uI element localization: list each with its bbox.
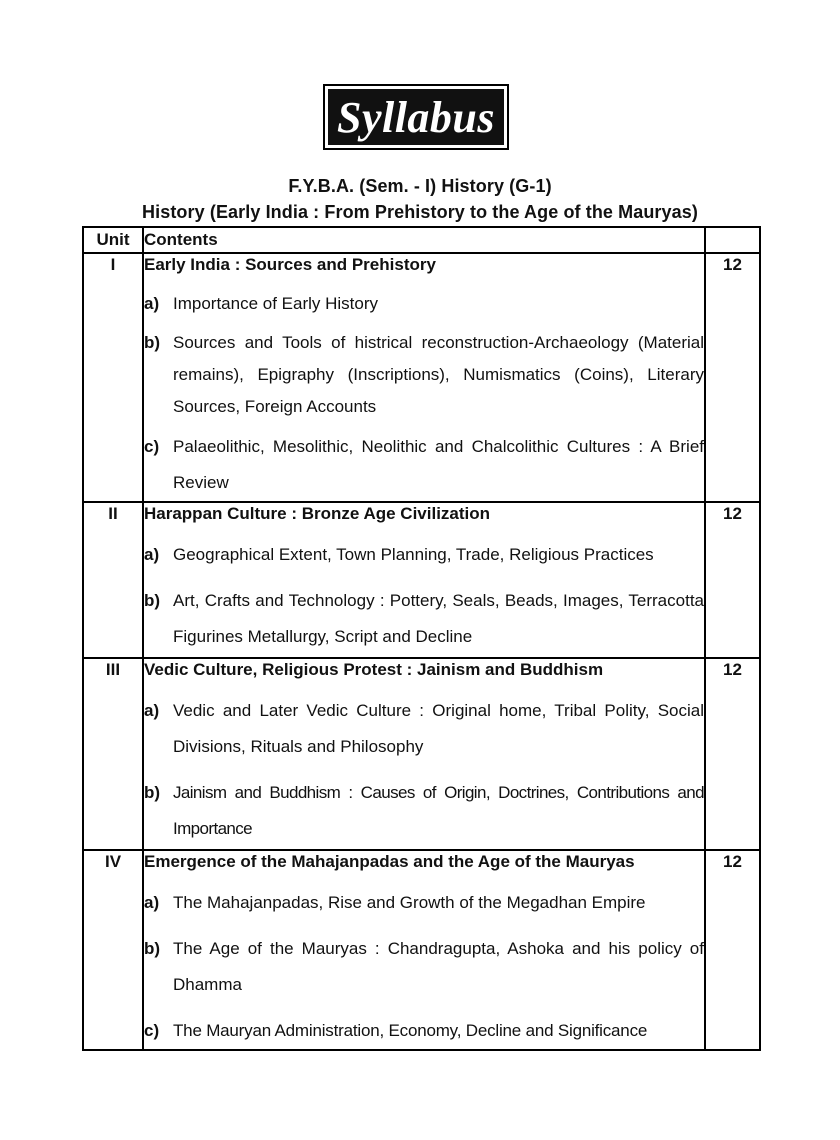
unit-title: Early India : Sources and Prehistory — [144, 255, 436, 274]
syllabus-table — [82, 226, 761, 1051]
course-line: F.Y.B.A. (Sem. - I) History (G-1) — [288, 176, 552, 196]
unit-number: II — [83, 502, 143, 658]
unit-hours: 12 — [705, 850, 760, 1050]
item-text: Geographical Extent, Town Planning, Trade, Religious Practices — [173, 545, 654, 564]
unit-contents — [143, 658, 705, 850]
unit-hours: 12 — [705, 253, 760, 502]
unit-hours: 12 — [705, 658, 760, 850]
unit-contents — [143, 850, 705, 1050]
table-header-row — [83, 227, 760, 253]
item-label: b) — [144, 939, 161, 958]
item-label: b) — [144, 333, 161, 352]
item-text: Palaeolithic, Mesolithic, Neolithic and Chalcolithic Cultures : A Brief Review — [173, 437, 704, 492]
content-item — [144, 583, 704, 655]
content-item — [144, 885, 704, 921]
item-label: a) — [144, 701, 160, 720]
item-text: Art, Crafts and Technology : Pottery, Seals, Beads, Images, Terracotta Figurines Metallurgy, Script and Decline — [173, 591, 704, 646]
item-text: The Mauryan Administration, Economy, Decline and Significance — [173, 1021, 648, 1040]
content-item — [144, 931, 704, 1003]
item-label: c) — [144, 1021, 160, 1040]
unit-row — [83, 502, 760, 658]
unit-title: Vedic Culture, Religious Protest : Jainism and Buddhism — [144, 660, 604, 679]
content-item — [144, 327, 704, 423]
unit-row — [83, 253, 760, 502]
unit-title: Emergence of the Mahajanpadas and the Age of the Mauryas — [144, 852, 635, 871]
content-item — [144, 537, 704, 573]
unit-contents — [143, 253, 705, 502]
content-item — [144, 429, 704, 501]
item-label: b) — [144, 783, 161, 802]
unit-number: I — [83, 253, 143, 502]
contents-column-header: Contents — [143, 227, 705, 253]
unit-row — [83, 850, 760, 1050]
unit-row — [83, 658, 760, 850]
hours-column-header — [705, 227, 760, 253]
content-item — [144, 293, 704, 315]
item-label: a) — [144, 893, 160, 912]
unit-column-header: Unit — [83, 227, 143, 253]
item-text: The Age of the Mauryas : Chandragupta, Ashoka and his policy of Dhamma — [173, 939, 704, 994]
unit-title: Harappan Culture : Bronze Age Civilization — [144, 504, 491, 523]
content-item — [144, 775, 704, 847]
syllabus-badge — [323, 84, 509, 150]
item-label: a) — [144, 294, 160, 313]
item-text: Jainism and Buddhism : Causes of Origin, Doctrines, Contributions and Importance — [173, 783, 704, 838]
syllabus-badge-label: Syllabus — [328, 89, 504, 145]
item-text: Sources and Tools of histrical reconstruction-Archaeology (Material remains), Epigraphy (Inscriptions), Numismatics (Coins), Literary Sources, Foreign Accounts — [173, 333, 704, 416]
unit-hours: 12 — [705, 502, 760, 658]
unit-number: III — [83, 658, 143, 850]
item-label: b) — [144, 591, 161, 610]
unit-contents — [143, 502, 705, 658]
item-label: c) — [144, 437, 160, 456]
item-label: a) — [144, 545, 160, 564]
item-text: Vedic and Later Vedic Culture : Original home, Tribal Polity, Social Divisions, Rituals and Philosophy — [173, 701, 704, 756]
item-text: Importance of Early History — [173, 294, 379, 313]
unit-number: IV — [83, 850, 143, 1050]
item-text: The Mahajanpadas, Rise and Growth of the Megadhan Empire — [173, 893, 646, 912]
paper-title: History (Early India : From Prehistory to the Age of the Mauryas) — [142, 202, 698, 222]
content-item — [144, 1013, 704, 1049]
content-item — [144, 693, 704, 765]
